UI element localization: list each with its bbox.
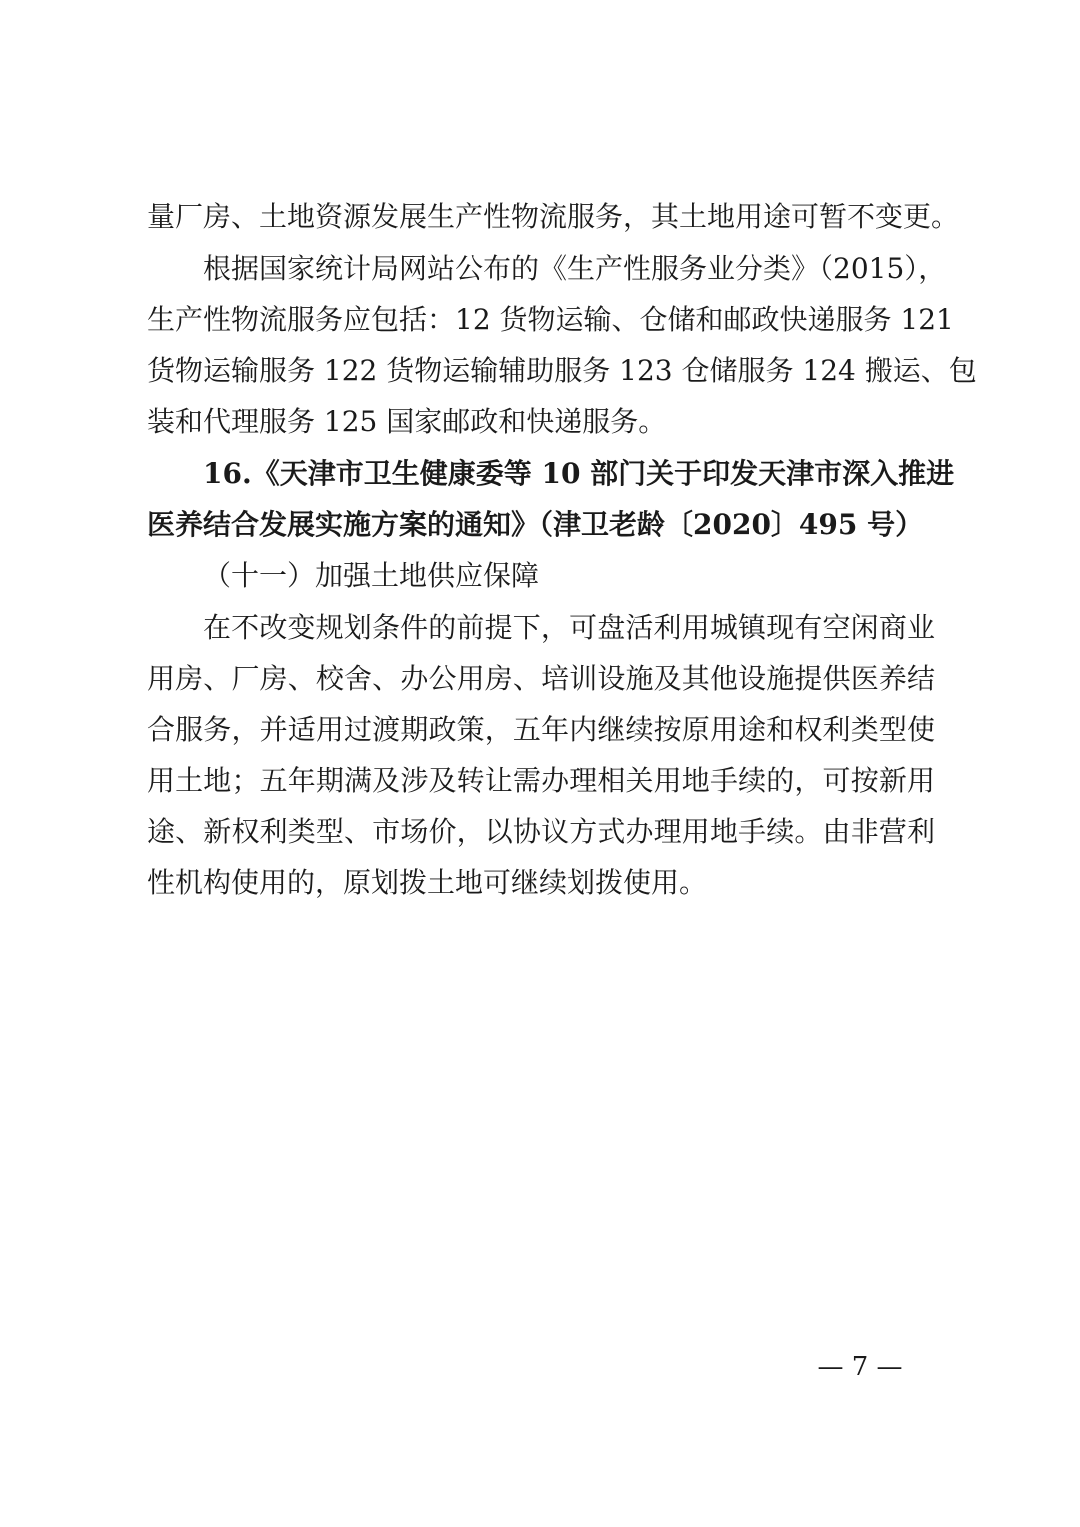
page-number: — 7 — [817, 1352, 903, 1382]
paragraph-line: 量厂房、土地资源发展生产性物流服务，其土地用途可暂不变更。 [147, 200, 960, 233]
paragraph-line: 性机构使用的，原划拨土地可继续划拨使用。 [147, 866, 708, 899]
paragraph-line: 货物运输服务 122 货物运输辅助服务 123 仓储服务 124 搬运、包 [147, 354, 977, 387]
section-heading-line: 16.《天津市卫生健康委等 10 部门关于印发天津市深入推进 [203, 457, 955, 490]
subsection-heading: （十一）加强土地供应保障 [203, 559, 540, 592]
paragraph-line: 在不改变规划条件的前提下，可盘活利用城镇现有空闲商业 [203, 611, 935, 644]
paragraph-line: 合服务，并适用过渡期政策，五年内继续按原用途和权利类型使 [147, 713, 935, 746]
paragraph-line: 用房、厂房、校舍、办公用房、培训设施及其他设施提供医养结 [147, 662, 935, 695]
section-heading-line: 医养结合发展实施方案的通知》（津卫老龄〔2020〕495 号） [147, 508, 924, 541]
paragraph-line: 途、新权利类型、市场价，以协议方式办理用地手续。由非营利 [147, 815, 935, 848]
paragraph-line: 生产性物流服务应包括：12 货物运输、仓储和邮政快递服务 121 [147, 303, 954, 336]
paragraph-line: 根据国家统计局网站公布的《生产性服务业分类》（2015）， [203, 252, 947, 285]
paragraph-line: 装和代理服务 125 国家邮政和快递服务。 [147, 405, 667, 438]
paragraph-line: 用土地；五年期满及涉及转让需办理相关用地手续的，可按新用 [147, 764, 935, 797]
